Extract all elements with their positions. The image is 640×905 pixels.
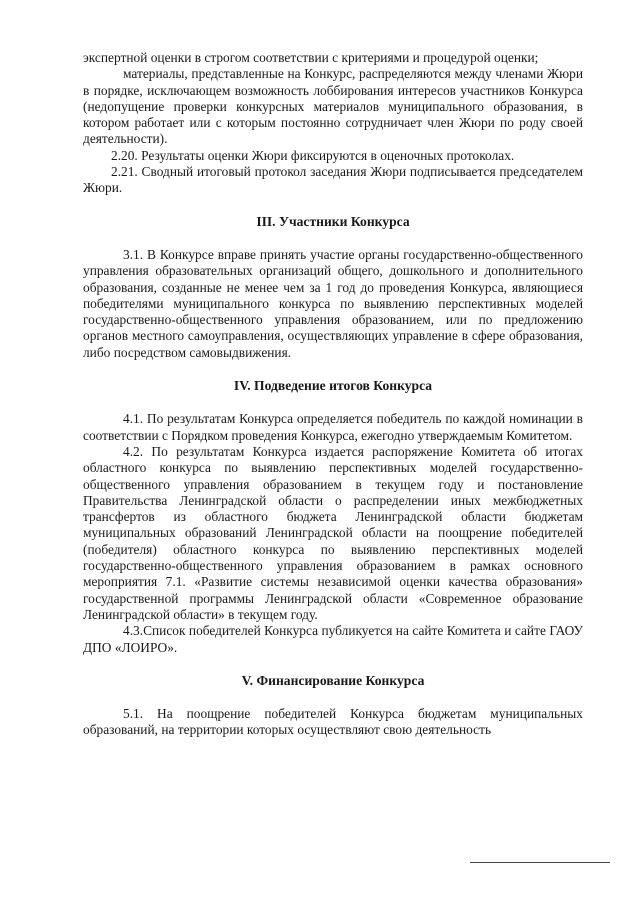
paragraph-4-3: 4.3.Список победителей Конкурса публикуется на сайте Комитета и сайте ГАОУ ДПО «ЛОИРО».	[83, 623, 583, 655]
section-5-title: V. Финансирование Конкурса	[241, 672, 425, 688]
paragraph-materials: материалы, представленные на Конкурс, распределяются между членами Жюри в порядке, исключающем возможность лоббирования интересов участников Конкурса (недопущение проверки конкурсных материалов муниципального образования, в котором работает или с которым постоянно сотрудничает член Жюри по роду своей деятельности).	[83, 66, 583, 147]
paragraph-4-2: 4.2. По результатам Конкурса издается распоряжение Комитета об итогах областного конкурса по выявлению перспективных моделей государственно-общественного управления образованием в текущем году и постановление Правительства Ленинградской области о распределении иных межбюджетных трансфертов из областного бюджета Ленинградской области бюджетам муниципальных образований Ленинградской области на поощрение победителей (победителя) областного конкурса по выявлению перспективных моделей государственно-общественного управления образованием в рамках основного мероприятия 7.1. «Развитие системы независимой оценки качества образования» государственной программы Ленинградской области «Современное образование Ленинградской области» в текущем году.	[83, 443, 583, 622]
paragraph-2-20: 2.20. Результаты оценки Жюри фиксируются в оценочных протоколах.	[111, 147, 515, 163]
paragraph-2-21: 2.21. Сводный итоговый протокол заседания Жюри подписывается председателем Жюри.	[83, 164, 583, 196]
section-4-title: IV. Подведение итогов Конкурса	[233, 378, 433, 394]
paragraph-4-1: 4.1. По результатам Конкурса определяется победитель по каждой номинации в соответствии с Порядком проведения Конкурса, ежегодно утверждаемым Комитетом.	[83, 411, 583, 443]
footer-rule	[470, 862, 610, 863]
paragraph-criteria: экспертной оценки в строгом соответствии с критериями и процедурой оценки;	[83, 50, 539, 65]
paragraph-3-1: 3.1. В Конкурсе вправе принять участие органы государственно-общественного управления образовательных организаций общего, дошкольного и дополнительного образования, созданные не менее чем за 1 год до проведения Конкурса, являющиеся победителями муниципального конкурса по выявлению перспективных моделей государственно-общественного управления образованием, или по предложению органов местного самоуправления, осуществляющих управление в сфере образования, либо посредством самовыдвижения.	[83, 246, 583, 360]
paragraph-5-1: 5.1. На поощрение победителей Конкурса бюджетам муниципальных образований, на территории которых осуществляют свою деятельность	[83, 706, 583, 738]
document-page	[83, 50, 583, 739]
section-3-title: III. Участники Конкурса	[256, 213, 410, 229]
